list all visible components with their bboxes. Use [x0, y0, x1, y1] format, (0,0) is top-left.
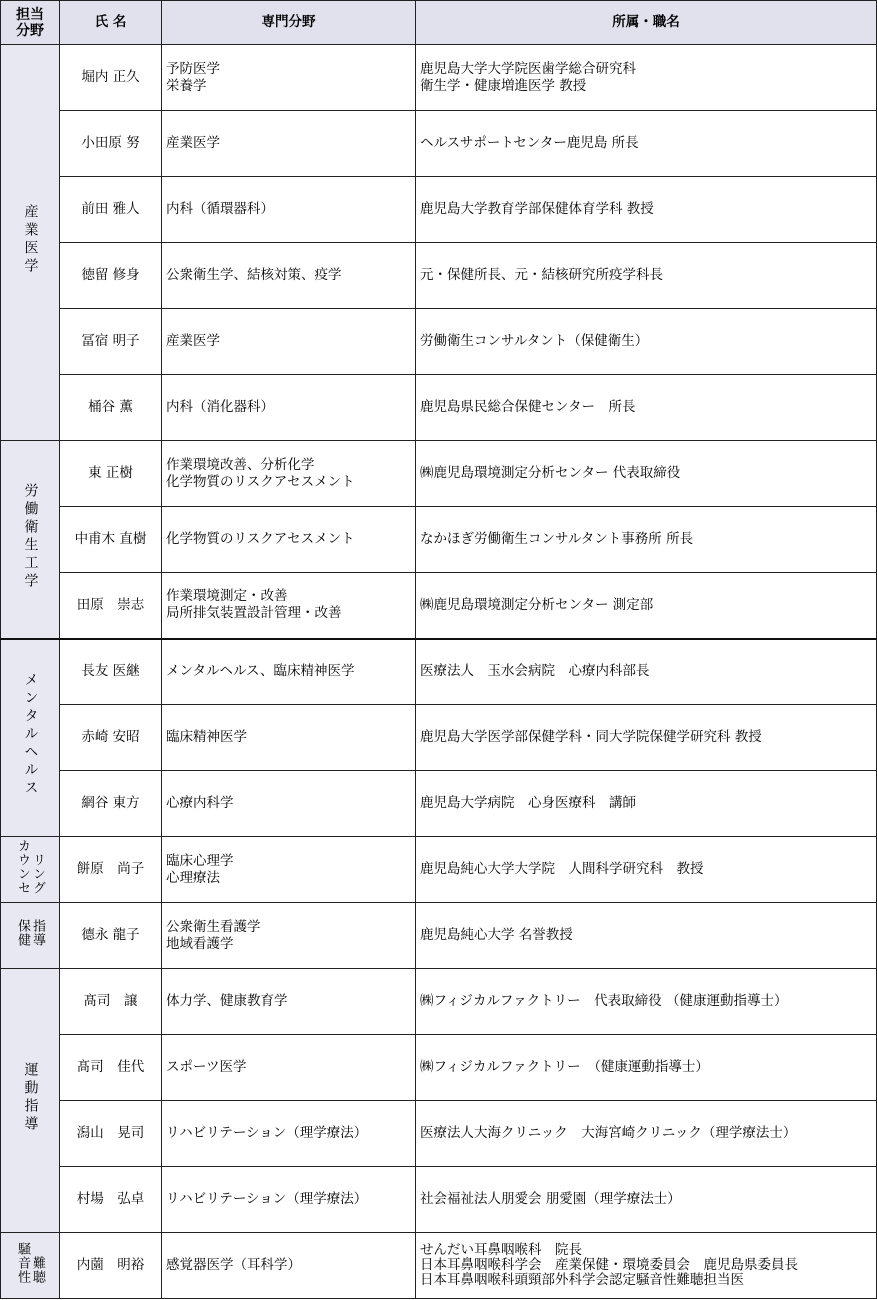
member-name: 田原 崇志: [60, 573, 162, 639]
table-row: [1, 903, 877, 969]
category-mental-health: メンタルヘルス: [1, 639, 60, 837]
member-affiliation: 鹿児島大学医学部保健学科・同大学院保健学研究科 教授: [416, 705, 877, 771]
table-row: [1, 243, 877, 309]
member-name: 潟山 晃司: [60, 1101, 162, 1167]
table-row: [1, 771, 877, 837]
member-specialty: 感覚器医学（耳科学）: [162, 1233, 416, 1299]
category-industrial-hygiene: 労働衛生工学: [1, 441, 60, 639]
member-affiliation: せんだい耳鼻咽喉科 院長 日本耳鼻咽喉科学会 産業保健・環境委員会 鹿児島県委員長 日本耳鼻咽喉科頭頸部外科学会認定騒音性難聴担当医: [416, 1233, 877, 1299]
member-affiliation: ㈱鹿児島環境測定分析センター 測定部: [416, 573, 877, 639]
member-specialty: 作業環境測定・改善 局所排気装置設計管理・改善: [162, 573, 416, 639]
header-affiliation: 所属・職名: [416, 1, 877, 45]
member-specialty: 内科（消化器科）: [162, 375, 416, 441]
member-name: 餅原 尚子: [60, 837, 162, 903]
member-name: 網谷 東方: [60, 771, 162, 837]
member-name: 徳留 修身: [60, 243, 162, 309]
member-affiliation: 鹿児島大学大学院医歯学総合研究科 衛生学・健康増進医学 教授: [416, 45, 877, 111]
header-category-line1: 担当: [16, 6, 44, 23]
table-row: [1, 573, 877, 639]
member-affiliation: ㈱フィジカルファクトリー 代表取締役 （健康運動指導士）: [416, 969, 877, 1035]
member-affiliation: 鹿児島純心大学大学院 人間科学研究科 教授: [416, 837, 877, 903]
table-row: [1, 45, 877, 111]
member-name: 赤崎 安昭: [60, 705, 162, 771]
member-name: 堀内 正久: [60, 45, 162, 111]
member-affiliation: なかほぎ労働衛生コンサルタント事務所 所長: [416, 507, 877, 573]
category-exercise-guidance: 運動指導: [1, 969, 60, 1233]
member-affiliation: 鹿児島大学病院 心身医療科 講師: [416, 771, 877, 837]
member-specialty: 産業医学: [162, 309, 416, 375]
table-row: [1, 639, 877, 705]
header-name: 氏 名: [60, 1, 162, 45]
table-row: [1, 837, 877, 903]
member-specialty: 公衆衛生看護学 地域看護学: [162, 903, 416, 969]
member-name: 髙司 佳代: [60, 1035, 162, 1101]
member-specialty: スポーツ医学: [162, 1035, 416, 1101]
member-specialty: 内科（循環器科）: [162, 177, 416, 243]
member-name: 中甫木 直樹: [60, 507, 162, 573]
member-specialty: リハビリテーション（理学療法）: [162, 1101, 416, 1167]
member-name: 前田 雅人: [60, 177, 162, 243]
member-specialty: 産業医学: [162, 111, 416, 177]
member-affiliation: 社会福祉法人朋愛会 朋愛園（理学療法士）: [416, 1167, 877, 1233]
member-name: 長友 医継: [60, 639, 162, 705]
member-name: 桶谷 薫: [60, 375, 162, 441]
table-row: [1, 969, 877, 1035]
member-affiliation: 元・保健所長、元・結核研究所疫学科長: [416, 243, 877, 309]
table-row: [1, 177, 877, 243]
member-name: 髙司 譲: [60, 969, 162, 1035]
table-row: [1, 705, 877, 771]
member-name: 小田原 努: [60, 111, 162, 177]
member-affiliation: 労働衛生コンサルタント（保健衛生）: [416, 309, 877, 375]
member-affiliation: 鹿児島大学教育学部保健体育学科 教授: [416, 177, 877, 243]
member-name: 村場 弘卓: [60, 1167, 162, 1233]
category-counseling: カウンセリング: [1, 837, 60, 903]
member-specialty: リハビリテーション（理学療法）: [162, 1167, 416, 1233]
table-row: [1, 309, 877, 375]
member-affiliation: ヘルスサポートセンター鹿児島 所長: [416, 111, 877, 177]
table-row: [1, 1101, 877, 1167]
table-row: [1, 1167, 877, 1233]
header-category-line2: 分野: [16, 22, 44, 39]
member-specialty: 臨床心理学 心理療法: [162, 837, 416, 903]
member-specialty: 心療内科学: [162, 771, 416, 837]
member-affiliation: 鹿児島純心大学 名誉教授: [416, 903, 877, 969]
member-specialty: 体力学、健康教育学: [162, 969, 416, 1035]
member-specialty: 臨床精神医学: [162, 705, 416, 771]
member-name: 冨宿 明子: [60, 309, 162, 375]
member-affiliation: 医療法人大海クリニック 大海宮崎クリニック（理学療法士）: [416, 1101, 877, 1167]
category-occupational-medicine: 産業医学: [1, 45, 60, 441]
table-row: [1, 111, 877, 177]
table-row: [1, 1035, 877, 1101]
member-affiliation: 鹿児島県民総合保健センター 所長: [416, 375, 877, 441]
member-affiliation: ㈱フィジカルファクトリー （健康運動指導士）: [416, 1035, 877, 1101]
category-noise-hearing-loss: 騒音性難聴: [1, 1233, 60, 1299]
member-name: 東 正樹: [60, 441, 162, 507]
header-specialty: 専門分野: [162, 1, 416, 45]
header-row: [1, 1, 877, 45]
table-row: [1, 441, 877, 507]
member-specialty: 公衆衛生学、結核対策、疫学: [162, 243, 416, 309]
table-row: [1, 507, 877, 573]
header-category: [1, 1, 60, 45]
category-health-guidance: 保健指導: [1, 903, 60, 969]
member-specialty: メンタルヘルス、臨床精神医学: [162, 639, 416, 705]
member-name: 德永 龍子: [60, 903, 162, 969]
member-affiliation: 医療法人 玉水会病院 心療内科部長: [416, 639, 877, 705]
member-affiliation: ㈱鹿児島環境測定分析センター 代表取締役: [416, 441, 877, 507]
member-specialty: 予防医学 栄養学: [162, 45, 416, 111]
table-row: [1, 375, 877, 441]
member-specialty: 作業環境改善、分析化学 化学物質のリスクアセスメント: [162, 441, 416, 507]
table-row: [1, 1233, 877, 1299]
member-specialty: 化学物質のリスクアセスメント: [162, 507, 416, 573]
member-name: 内薗 明裕: [60, 1233, 162, 1299]
